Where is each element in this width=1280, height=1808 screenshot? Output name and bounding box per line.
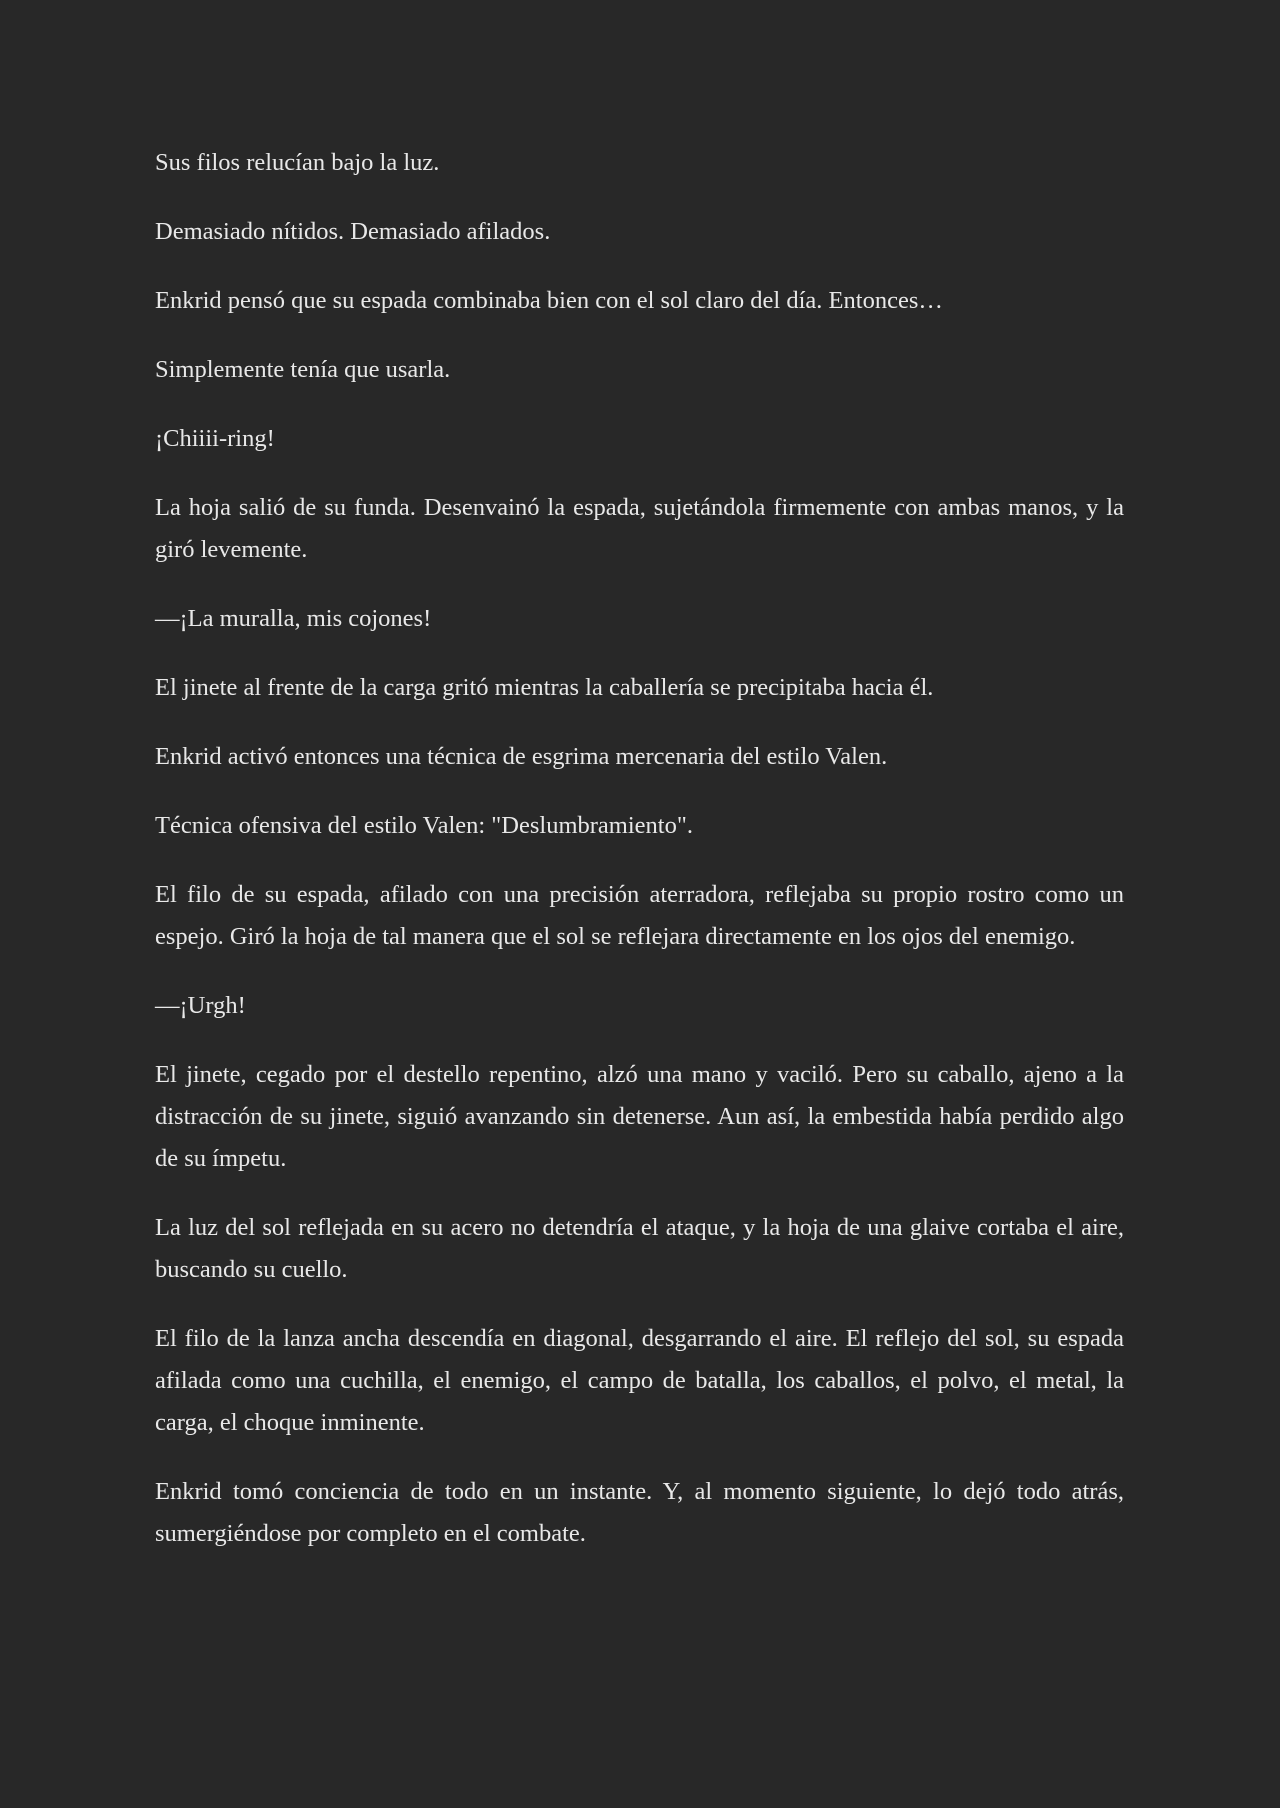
paragraph: Demasiado nítidos. Demasiado afilados. (155, 218, 551, 245)
paragraph: La hoja salió de su funda. Desenvainó la espada, sujetándola firmemente con ambas manos, y la giró levemente. (155, 494, 1124, 563)
paragraph: El filo de su espada, afilado con una precisión aterradora, reflejaba su propio rostro como un espejo. Giró la hoja de tal manera que el sol se reflejara directamente en los ojos del enemigo. (155, 881, 1124, 950)
paragraph: Sus filos relucían bajo la luz. (155, 149, 440, 176)
paragraph: La luz del sol reflejada en su acero no detendría el ataque, y la hoja de una glaive cortaba el aire, buscando su cuello. (155, 1214, 1124, 1283)
paragraph: El jinete, cegado por el destello repentino, alzó una mano y vaciló. Pero su caballo, ajeno a la distracción de su jinete, siguió avanzando sin detenerse. Aun así, la embestida había perdido algo de su ímpetu. (155, 1061, 1124, 1172)
paragraph: El jinete al frente de la carga gritó mientras la caballería se precipitaba hacia él. (155, 674, 934, 701)
paragraph: Enkrid activó entonces una técnica de esgrima mercenaria del estilo Valen. (155, 743, 888, 770)
paragraph: El filo de la lanza ancha descendía en diagonal, desgarrando el aire. El reflejo del sol, su espada afilada como una cuchilla, el enemigo, el campo de batalla, los caballos, el polvo, el metal, la carga, el choque inminente. (155, 1325, 1124, 1436)
paragraph: Enkrid tomó conciencia de todo en un instante. Y, al momento siguiente, lo dejó todo atrás, sumergiéndose por completo en el combate. (155, 1478, 1124, 1547)
paragraph: ¡Chiiii-ring! (155, 425, 275, 452)
paragraph: Enkrid pensó que su espada combinaba bien con el sol claro del día. Entonces… (155, 287, 943, 314)
paragraph: —¡La muralla, mis cojones! (155, 605, 432, 632)
chapter-text (155, 142, 1124, 1555)
paragraph: Simplemente tenía que usarla. (155, 356, 451, 383)
paragraph: Técnica ofensiva del estilo Valen: "Deslumbramiento". (155, 812, 693, 839)
paragraph: —¡Urgh! (155, 992, 246, 1019)
